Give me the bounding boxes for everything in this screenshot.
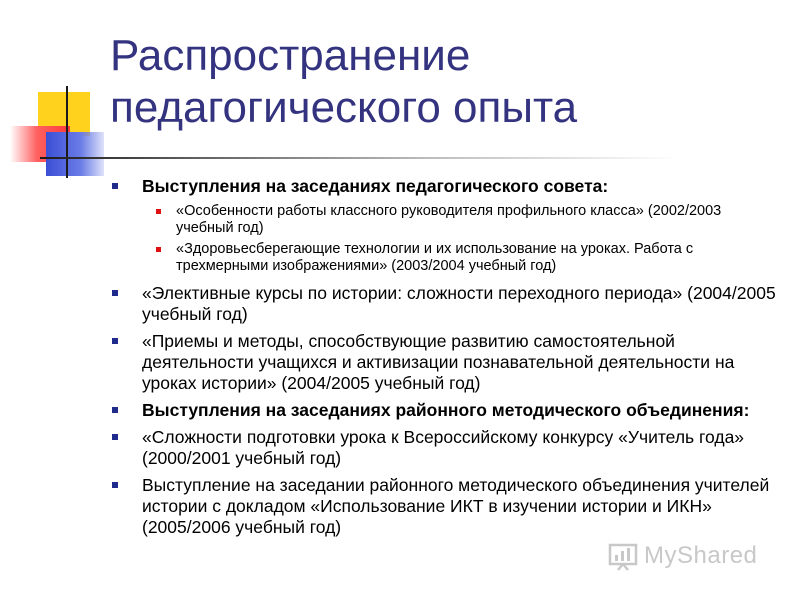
bullet-marker [112,434,118,440]
list-item [112,331,782,394]
decor-horizontal-line [40,157,680,159]
list-item [112,176,782,197]
sub-list-item-text: «Особенности работы классного руководителя профильного класса» (2002/2003 учебный год) [176,203,722,236]
list-item-text: «Элективные курсы по истории: сложности переходного периода» (2004/2005 учебный год) [142,283,776,324]
sub-bullet-marker [156,247,161,252]
sub-bullet-marker [156,209,161,214]
list-item-text: Выступление на заседании районного методического объединения учителей истории с докладом «Использование ИКТ в изучении истории и ИКН» (2005/2006 учебный год) [142,475,770,537]
decor-blue-square [46,132,104,176]
list-item [112,400,782,421]
bullet-marker [112,407,118,413]
sub-list-item [112,203,782,237]
sub-list-item-text: «Здоровьесберегающие технологии и их использование на уроках. Работа с трехмерными изображениями» (2003/2004 учебный год) [176,241,694,274]
list-item-text: Выступления на заседаниях педагогического совета: [142,176,609,196]
title-line-2: педагогического опыта [110,83,578,132]
bullet-marker [112,338,118,344]
watermark-text: MyShared [644,542,758,569]
list-item-text: «Сложности подготовки урока к Всероссийскому конкурсу «Учитель года» (2000/2001 учебный год) [142,427,745,468]
list-item-text: Выступления на заседаниях районного методического объединения: [142,400,750,420]
list-item [112,475,782,538]
list-item [112,283,782,325]
list-item [112,427,782,469]
chart-icon [608,541,638,571]
bullet-marker [112,183,118,189]
list-item-text: «Приемы и методы, способствующие развитию самостоятельной деятельности учащихся и активизации познавательной деятельности на уроках истории» (2004/2005 учебный год) [142,331,735,393]
title-line-1: Распространение [110,31,471,80]
bullet-marker [112,290,118,296]
slide-title [110,30,770,134]
bullet-list [112,176,782,544]
bullet-marker [112,482,118,488]
watermark-logo [608,540,778,572]
sub-list-item [112,241,782,275]
decor-vertical-line [66,86,68,178]
